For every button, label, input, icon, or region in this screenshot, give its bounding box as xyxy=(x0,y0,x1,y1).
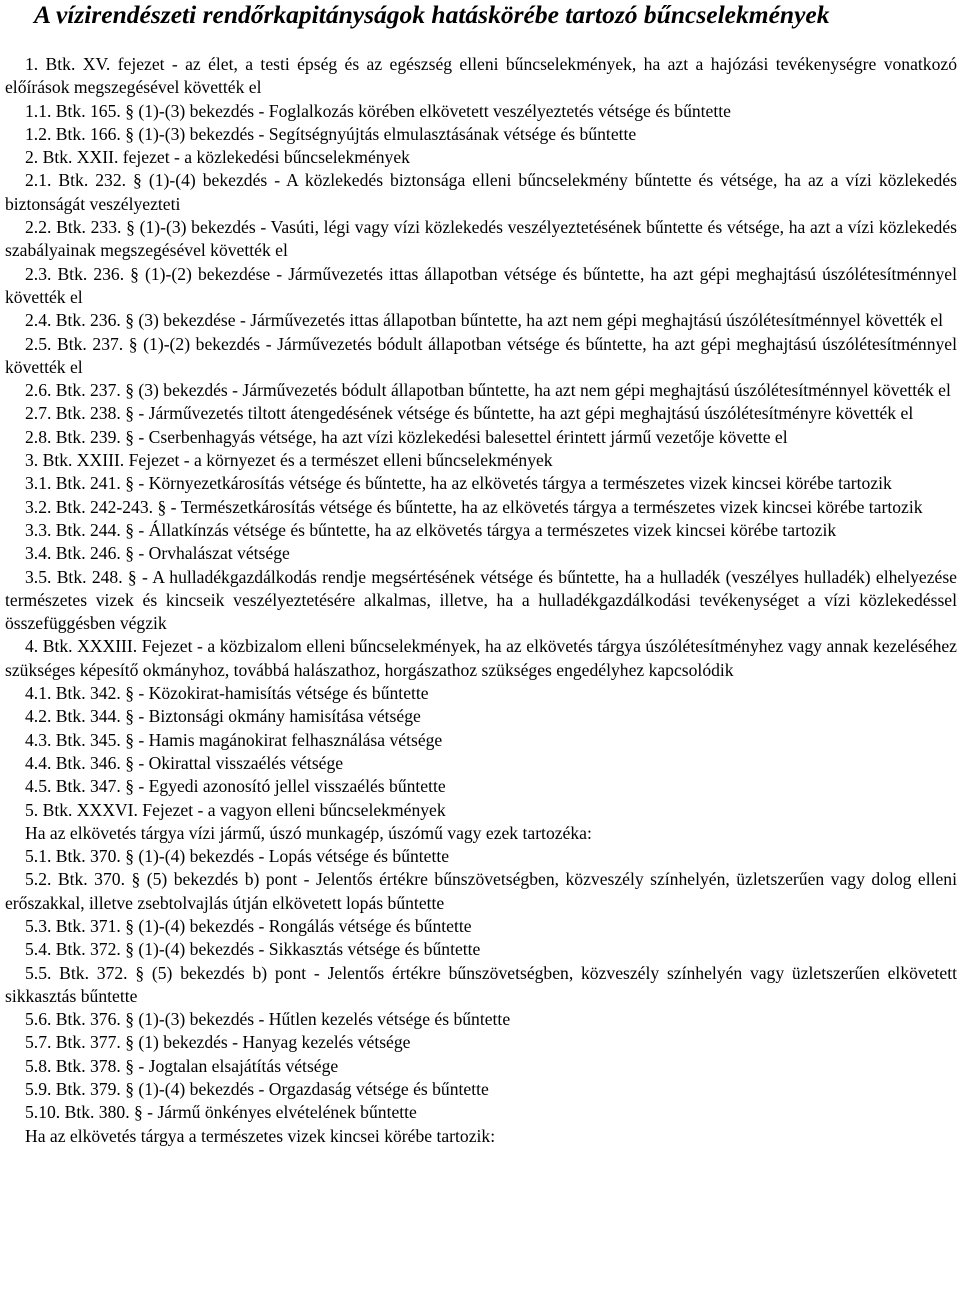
paragraph: Ha az elkövetés tárgya a természetes vizek kincsei körébe tartozik: xyxy=(25,1125,496,1146)
paragraph: 4.3. Btk. 345. § - Hamis magánokirat felhasználása vétsége xyxy=(25,729,443,750)
paragraph: 2.1. Btk. 232. § (1)-(4) bekezdés - A közlekedés biztonsága elleni bűncselekmény bűntette és vétsége, ha az a vízi közlekedés biztonságát veszélyezteti xyxy=(5,170,957,214)
paragraph: 2.3. Btk. 236. § (1)-(2) bekezdése - Járművezetés ittas állapotban vétsége és bűntette, ha azt gépi meghajtású úszólétesítménnyel követték el xyxy=(5,263,957,307)
paragraph: 5.2. Btk. 370. § (5) bekezdés b) pont - Jelentős értékre bűnszövetségben, közveszély színhelyén, üzletszerűen vagy dolog elleni erőszakkal, illetve zsebtolvajlás útján elkövetett lopás bűntette xyxy=(5,869,957,913)
paragraph: 2.5. Btk. 237. § (1)-(2) bekezdés - Járművezetés bódult állapotban vétsége és bűntette, ha azt gépi meghajtású úszólétesítménnyel követték el xyxy=(5,333,957,377)
paragraph: 2.4. Btk. 236. § (3) bekezdése - Járművezetés ittas állapotban bűntette, ha azt nem gépi meghajtású úszólétesítménnyel követték el xyxy=(25,310,944,331)
document-body xyxy=(5,53,957,1148)
paragraph: 3.1. Btk. 241. § - Környezetkárosítás vétsége és bűntette, ha az elkövetés tárgya a természetes vizek kincsei körébe tartozik xyxy=(25,473,892,494)
paragraph: 2.7. Btk. 238. § - Járművezetés tiltott átengedésének vétsége és bűntette, ha azt gépi meghajtású úszólétesítményre követték el xyxy=(25,403,914,424)
paragraph: 5.8. Btk. 378. § - Jogtalan elsajátítás vétsége xyxy=(25,1055,339,1076)
paragraph: 1.1. Btk. 165. § (1)-(3) bekezdés - Foglalkozás körében elkövetett veszélyeztetés vétsége és bűntette xyxy=(25,100,731,121)
paragraph: 5.5. Btk. 372. § (5) bekezdés b) pont - Jelentős értékre bűnszövetségben, közveszély színhelyén vagy üzletszerűen elkövetett sikkasztás bűntette xyxy=(5,962,957,1006)
paragraph: 2. Btk. XXII. fejezet - a közlekedési bűncselekmények xyxy=(25,147,410,168)
paragraph: 4.2. Btk. 344. § - Biztonsági okmány hamisítása vétsége xyxy=(25,706,421,727)
paragraph: 4.5. Btk. 347. § - Egyedi azonosító jellel visszaélés bűntette xyxy=(25,776,446,797)
paragraph: 5.9. Btk. 379. § (1)-(4) bekezdés - Orgazdaság vétsége és bűntette xyxy=(25,1079,489,1100)
paragraph: 4.1. Btk. 342. § - Közokirat-hamisítás vétsége és bűntette xyxy=(25,683,429,704)
paragraph: 5. Btk. XXXVI. Fejezet - a vagyon elleni bűncselekmények xyxy=(25,799,446,820)
paragraph: 5.4. Btk. 372. § (1)-(4) bekezdés - Sikkasztás vétsége és bűntette xyxy=(25,939,481,960)
paragraph: 1. Btk. XV. fejezet - az élet, a testi épség és az egészség elleni bűncselekmények, ha azt a hajózási tevékenységre vonatkozó előírások megszegésével követték el xyxy=(5,54,957,98)
paragraph: 2.2. Btk. 233. § (1)-(3) bekezdés - Vasúti, légi vagy vízi közlekedés veszélyeztetésének bűntette és vétsége, ha azt a vízi közlekedés szabályainak megszegésével követték el xyxy=(5,217,957,261)
paragraph: 2.6. Btk. 237. § (3) bekezdés - Járművezetés bódult állapotban bűntette, ha azt nem gépi meghajtású úszólétesítménnyel követték el xyxy=(25,380,951,401)
paragraph: Ha az elkövetés tárgya vízi jármű, úszó munkagép, úszómű vagy ezek tartozéka: xyxy=(25,822,592,843)
paragraph: 5.3. Btk. 371. § (1)-(4) bekezdés - Rongálás vétsége és bűntette xyxy=(25,915,472,936)
paragraph: 4.4. Btk. 346. § - Okirattal visszaélés vétsége xyxy=(25,752,344,773)
paragraph: 1.2. Btk. 166. § (1)-(3) bekezdés - Segítségnyújtás elmulasztásának vétsége és bűntette xyxy=(25,123,637,144)
paragraph: 3.4. Btk. 246. § - Orvhalászat vétsége xyxy=(25,543,290,564)
paragraph: 3.3. Btk. 244. § - Állatkínzás vétsége és bűntette, ha az elkövetés tárgya a természetes vizek kincsei körébe tartozik xyxy=(25,519,837,540)
paragraph: 4. Btk. XXXIII. Fejezet - a közbizalom elleni bűncselekmények, ha az elkövetés tárgya úszólétesítményhez vagy annak kezeléséhez szükséges képesítő okmányhoz, továbbá halászathoz, horgászathoz szükséges engedélyhez kapcsolódik xyxy=(5,636,957,680)
paragraph: 2.8. Btk. 239. § - Cserbenhagyás vétsége, ha azt vízi közlekedési balesettel érintett jármű vezetője követte el xyxy=(25,426,788,447)
paragraph: 3. Btk. XXIII. Fejezet - a környezet és a természet elleni bűncselekmények xyxy=(25,450,553,471)
paragraph: 3.2. Btk. 242-243. § - Természetkárosítás vétsége és bűntette, ha az elkövetés tárgya a természetes vizek kincsei körébe tartozik xyxy=(25,496,923,517)
paragraph: 5.7. Btk. 377. § (1) bekezdés - Hanyag kezelés vétsége xyxy=(25,1032,411,1053)
paragraph: 5.6. Btk. 376. § (1)-(3) bekezdés - Hűtlen kezelés vétsége és bűntette xyxy=(25,1009,511,1030)
paragraph: 5.10. Btk. 380. § - Jármű önkényes elvételének bűntette xyxy=(25,1102,417,1123)
document-title: A vízirendészeti rendőrkapitányságok hatáskörébe tartozó bűncselekmények xyxy=(34,0,830,29)
paragraph: 3.5. Btk. 248. § - A hulladékgazdálkodás rendje megsértésének vétsége és bűntette, ha a hulladék (veszélyes hulladék) elhelyezése természetes vizek és kincseik veszélyeztetésére alkalmas, illetve, ha a hulladékgazdálkodási tevékenységet a vízi közlekedéssel összefüggésben végzik xyxy=(5,566,957,634)
paragraph: 5.1. Btk. 370. § (1)-(4) bekezdés - Lopás vétsége és bűntette xyxy=(25,846,450,867)
